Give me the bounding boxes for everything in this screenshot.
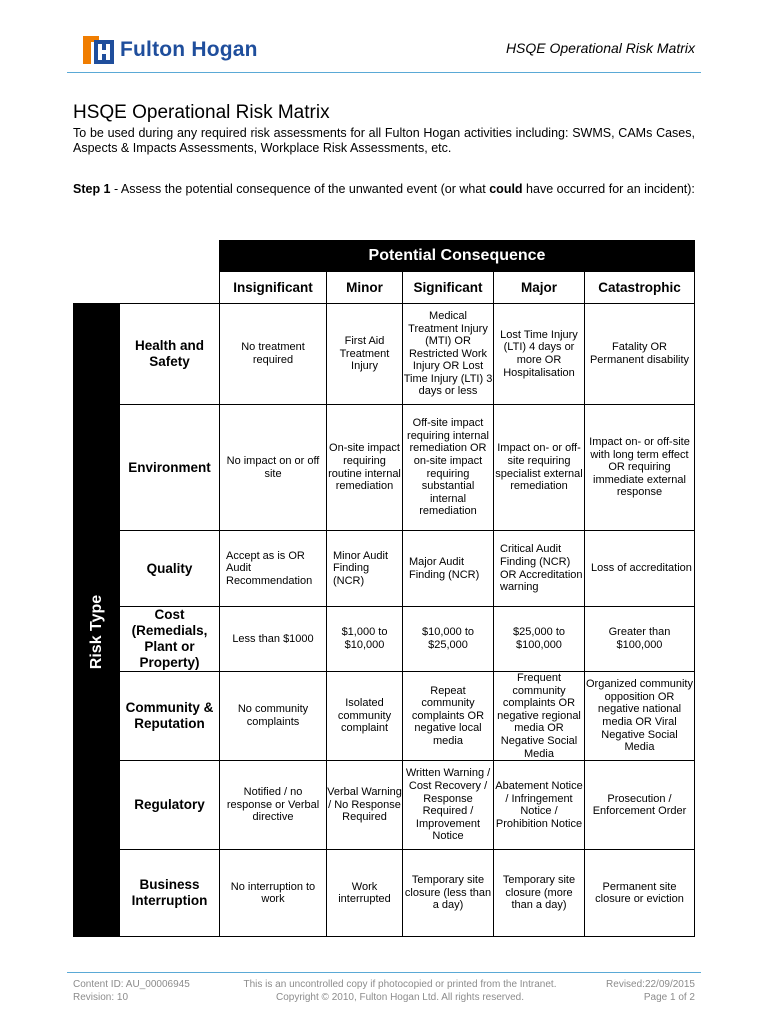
row-header-quality: Quality bbox=[120, 531, 220, 607]
table-row bbox=[74, 531, 695, 607]
intro-paragraph: To be used during any required risk assessments for all Fulton Hogan activities including: SWMS, CAMs Cases, Aspects & Impacts Assessments, Workplace Risk Assessments, etc. bbox=[73, 126, 695, 155]
table-cell: No community complaints bbox=[220, 672, 327, 761]
table-cell: Major Audit Finding (NCR) bbox=[403, 531, 494, 607]
row-header-regulatory: Regulatory bbox=[120, 761, 220, 850]
table-cell: Verbal Warning / No Response Required bbox=[327, 761, 403, 850]
table-cell: Greater than $100,000 bbox=[585, 607, 695, 672]
table-row bbox=[74, 405, 695, 531]
table-cell: Work interrupted bbox=[327, 850, 403, 937]
matrix-corner bbox=[74, 241, 220, 272]
table-cell: No impact on or off site bbox=[220, 405, 327, 531]
table-cell: Less than $1000 bbox=[220, 607, 327, 672]
table-cell: Fatality OR Permanent disability bbox=[585, 304, 695, 405]
row-header-health-safety: Health and Safety bbox=[120, 304, 220, 405]
risk-type-label: Risk Type bbox=[87, 594, 105, 670]
brand-name: Fulton Hogan bbox=[120, 38, 258, 61]
table-cell: $1,000 to $10,000 bbox=[327, 607, 403, 672]
page-header bbox=[0, 0, 768, 76]
table-cell: $10,000 to $25,000 bbox=[403, 607, 494, 672]
table-cell: Repeat community complaints OR negative local media bbox=[403, 672, 494, 761]
table-cell: Medical Treatment Injury (MTI) OR Restricted Work Injury OR Lost Time Injury (LTI) 3 days or less bbox=[403, 304, 494, 405]
fulton-hogan-logo bbox=[82, 35, 258, 65]
footer-left bbox=[73, 979, 190, 1004]
table-cell: Temporary site closure (less than a day) bbox=[403, 850, 494, 937]
row-header-cost: Cost (Remedials, Plant or Property) bbox=[120, 607, 220, 672]
table-cell: Notified / no response or Verbal directive bbox=[220, 761, 327, 850]
table-cell: Minor Audit Finding (NCR) bbox=[327, 531, 403, 607]
risk-matrix-table bbox=[73, 240, 695, 937]
revision: Revision: 10 bbox=[73, 991, 129, 1003]
table-row bbox=[74, 850, 695, 937]
col-header-significant: Significant bbox=[403, 272, 494, 304]
row-header-environment: Environment bbox=[120, 405, 220, 531]
revised-date: Revised:22/09/2015 bbox=[606, 979, 695, 990]
risk-type-side-label bbox=[74, 304, 120, 937]
step-text-b: have occurred for an incident): bbox=[522, 182, 695, 196]
table-cell: Accept as is OR Audit Recommendation bbox=[220, 531, 327, 607]
col-header-insignificant: Insignificant bbox=[220, 272, 327, 304]
row-header-community-reputation: Community & Reputation bbox=[120, 672, 220, 761]
document-title: HSQE Operational Risk Matrix bbox=[73, 102, 330, 123]
header-title: HSQE Operational Risk Matrix bbox=[505, 40, 695, 56]
col-header-catastrophic: Catastrophic bbox=[585, 272, 695, 304]
table-row bbox=[74, 607, 695, 672]
table-cell: Lost Time Injury (LTI) 4 days or more OR Hospitalisation bbox=[494, 304, 585, 405]
table-cell: First Aid Treatment Injury bbox=[327, 304, 403, 405]
table-cell: Abatement Notice / Infringement Notice / Prohibition Notice bbox=[494, 761, 585, 850]
footer-divider bbox=[67, 972, 701, 973]
matrix-corner-2 bbox=[74, 272, 220, 304]
table-cell: Impact on- or off-site requiring specialist external remediation bbox=[494, 405, 585, 531]
table-row bbox=[74, 304, 695, 405]
table-cell: Off-site impact requiring internal remediation OR on-site impact requiring substantial internal remediation bbox=[403, 405, 494, 531]
copyright: Copyright © 2010, Fulton Hogan Ltd. All rights reserved. bbox=[275, 991, 525, 1003]
potential-consequence-header: Potential Consequence bbox=[220, 241, 695, 272]
table-cell: Written Warning / Cost Recovery / Response Required / Improvement Notice bbox=[403, 761, 494, 850]
table-row bbox=[74, 672, 695, 761]
table-cell: No treatment required bbox=[220, 304, 327, 405]
table-cell: Prosecution / Enforcement Order bbox=[585, 761, 695, 850]
content-id: Content ID: AU_00006945 bbox=[73, 979, 190, 990]
footer-right bbox=[606, 979, 695, 1004]
table-cell: Critical Audit Finding (NCR) OR Accreditation warning bbox=[494, 531, 585, 607]
table-row bbox=[74, 761, 695, 850]
row-header-business-interruption: Business Interruption bbox=[120, 850, 220, 937]
table-cell: No interruption to work bbox=[220, 850, 327, 937]
page-number: Page 1 of 2 bbox=[643, 991, 695, 1003]
footer-center bbox=[200, 979, 600, 1004]
col-header-major: Major bbox=[494, 272, 585, 304]
table-cell: On-site impact requiring routine internal remediation bbox=[327, 405, 403, 531]
table-cell: Organized community opposition OR negative national media OR Viral Negative Social Media bbox=[585, 672, 695, 761]
header-divider bbox=[67, 72, 701, 73]
step-1-instruction bbox=[73, 182, 695, 197]
step-label: Step 1 bbox=[73, 182, 111, 196]
col-header-minor: Minor bbox=[327, 272, 403, 304]
step-text-a: - Assess the potential consequence of the unwanted event (or what bbox=[110, 182, 490, 196]
fulton-hogan-logo-icon bbox=[82, 35, 116, 65]
uncontrolled-copy-notice: This is an uncontrolled copy if photocopied or printed from the Intranet. bbox=[243, 979, 557, 990]
table-cell: Temporary site closure (more than a day) bbox=[494, 850, 585, 937]
table-cell: $25,000 to $100,000 bbox=[494, 607, 585, 672]
table-cell: Loss of accreditation bbox=[585, 531, 695, 607]
table-cell: Frequent community complaints OR negative regional media OR Negative Social Media bbox=[494, 672, 585, 761]
table-cell: Permanent site closure or eviction bbox=[585, 850, 695, 937]
table-cell: Impact on- or off-site with long term effect OR requiring immediate external response bbox=[585, 405, 695, 531]
table-cell: Isolated community complaint bbox=[327, 672, 403, 761]
step-bold-word: could bbox=[489, 182, 523, 196]
